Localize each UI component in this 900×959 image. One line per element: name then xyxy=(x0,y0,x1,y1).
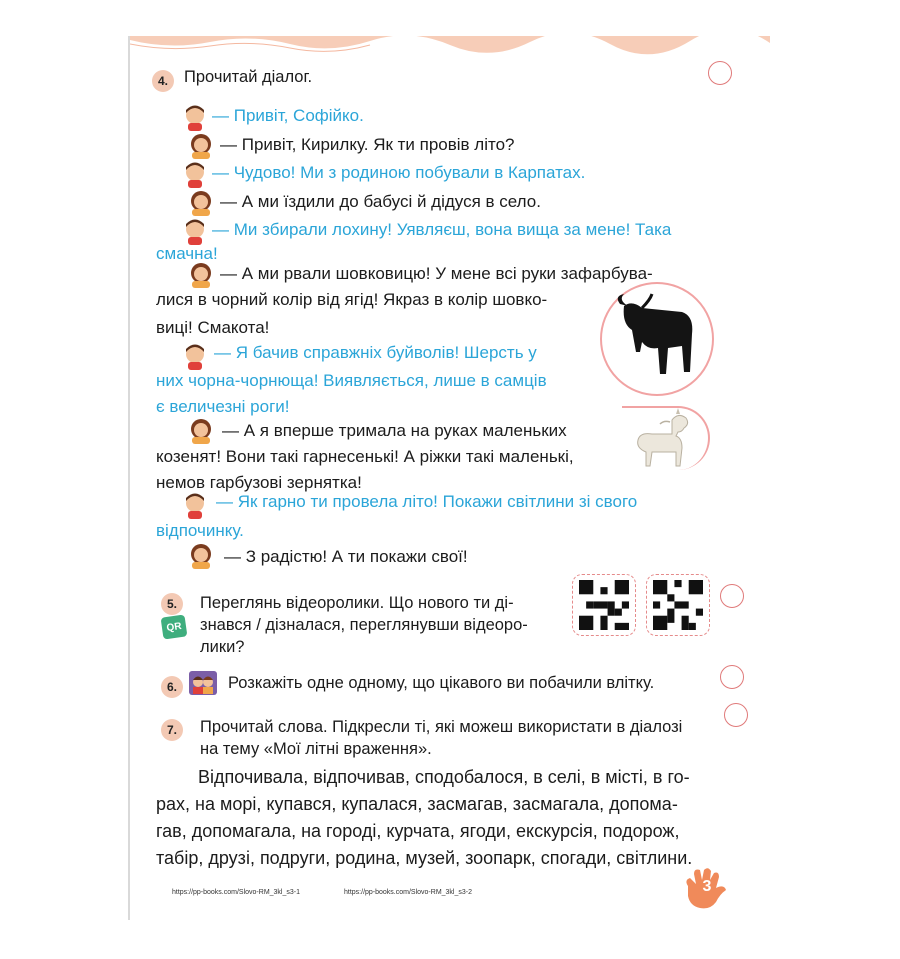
task-number-badge: 7. xyxy=(161,719,183,741)
dialog-line-6-cont: лися в чорний колір від ягід! Якраз в колір шовко- xyxy=(156,290,548,309)
dialog-line-5-cont: смачна! xyxy=(156,244,218,263)
task7-line-2: на тему «Мої літні враження». xyxy=(200,740,432,758)
dialog-line-7-cont: них чорна-чорнюща! Виявляється, лише в самців xyxy=(156,371,547,390)
boy-avatar-icon xyxy=(182,160,208,188)
dialog-line-2: — Привіт, Кирилку. Як ти провів літо? xyxy=(220,135,515,154)
girl-avatar-icon xyxy=(188,417,214,445)
dialog-line-6: — А ми рвали шовковицю! У мене всі руки зафарбува- xyxy=(220,264,653,283)
qr-code-1[interactable] xyxy=(572,574,636,636)
task6-text: Розкажіть одне одному, що цікавого ви побачили влітку. xyxy=(228,674,655,692)
task7-line-1: Прочитай слова. Підкресли ті, які можеш використати в діалозі xyxy=(200,718,683,736)
boy-avatar-icon xyxy=(182,342,208,370)
task5-line-1: Переглянь відеоролики. Що нового ти ді- xyxy=(200,594,514,612)
dialog-line-1: — Привіт, Софійко. xyxy=(212,106,364,125)
workbook-page xyxy=(130,36,770,920)
dialog-line-8: — А я вперше тримала на руках маленьких xyxy=(222,421,567,440)
task5-line-3: лики? xyxy=(200,638,245,656)
qr-badge-icon: QR xyxy=(161,614,188,639)
check-circle[interactable] xyxy=(720,665,744,689)
task-number-badge: 6. xyxy=(161,676,183,698)
qr-code-icon xyxy=(653,580,703,630)
dialog-line-8-cont: немов гарбузові зернятка! xyxy=(156,473,362,492)
dialog-line-4: — А ми їздили до бабусі й дідуся в село. xyxy=(220,192,541,211)
top-wave-decoration xyxy=(130,36,770,56)
dialog-line-7: — Я бачив справжніх буйволів! Шерсть у xyxy=(214,343,537,362)
dialog-line-7-cont: є величезні роги! xyxy=(156,397,290,416)
boy-avatar-icon xyxy=(182,217,208,245)
task-number-badge: 5. xyxy=(161,593,183,615)
task-number-badge: 4. xyxy=(152,70,174,92)
dialog-line-9-cont: відпочинку. xyxy=(156,521,244,540)
girl-avatar-icon xyxy=(188,542,214,570)
word-list-line: гав, допомагала, на городі, курчата, ягоди, екскурсія, подорож, xyxy=(156,821,680,841)
goat-icon xyxy=(626,408,706,470)
dialog-line-10: — З радістю! А ти покажи свої! xyxy=(224,547,468,566)
girl-avatar-icon xyxy=(188,189,214,217)
girl-avatar-icon xyxy=(188,132,214,160)
page-number: 3 xyxy=(702,878,712,895)
word-list-line: рах, на морі, купався, купалася, засмагав, засмагала, допома- xyxy=(156,794,678,814)
dialog-line-9: — Як гарно ти провела літо! Покажи світлини зі свого xyxy=(216,492,638,511)
check-circle[interactable] xyxy=(724,703,748,727)
task-title: Прочитай діалог. xyxy=(184,68,313,86)
word-list xyxy=(156,764,720,872)
qr-code-2[interactable] xyxy=(646,574,710,636)
buffalo-icon xyxy=(612,290,696,378)
word-list-line: табір, друзі, подруги, родина, музей, зоопарк, спогади, світлини. xyxy=(156,848,693,868)
footer-url-1[interactable]: https://pp-books.com/Slovo-RM_3kl_s3-1 xyxy=(172,889,300,896)
check-circle[interactable] xyxy=(720,584,744,608)
check-circle[interactable] xyxy=(708,61,732,85)
boy-avatar-icon xyxy=(182,103,208,131)
boy-avatar-icon xyxy=(182,491,208,519)
dialog-line-5: — Ми збирали лохину! Уявляєш, вона вища за мене! Така xyxy=(212,220,672,239)
footer-url-2[interactable]: https://pp-books.com/Slovo-RM_3kl_s3-2 xyxy=(344,889,472,896)
qr-code-icon xyxy=(579,580,629,630)
girl-avatar-icon xyxy=(188,261,214,289)
word-list-line: Відпочивала, відпочивав, сподобалося, в селі, в місті, в го- xyxy=(198,767,690,787)
kids-talking-icon xyxy=(188,670,218,696)
dialog-line-8-cont: козенят! Вони такі гарнесенькі! А ріжки такі маленькі, xyxy=(156,447,574,466)
dialog-line-6-cont: виці! Смакота! xyxy=(156,318,270,337)
dialog-line-3: — Чудово! Ми з родиною побували в Карпатах. xyxy=(212,163,586,182)
task5-line-2: знався / дізналася, переглянувши відеоро- xyxy=(200,616,528,634)
